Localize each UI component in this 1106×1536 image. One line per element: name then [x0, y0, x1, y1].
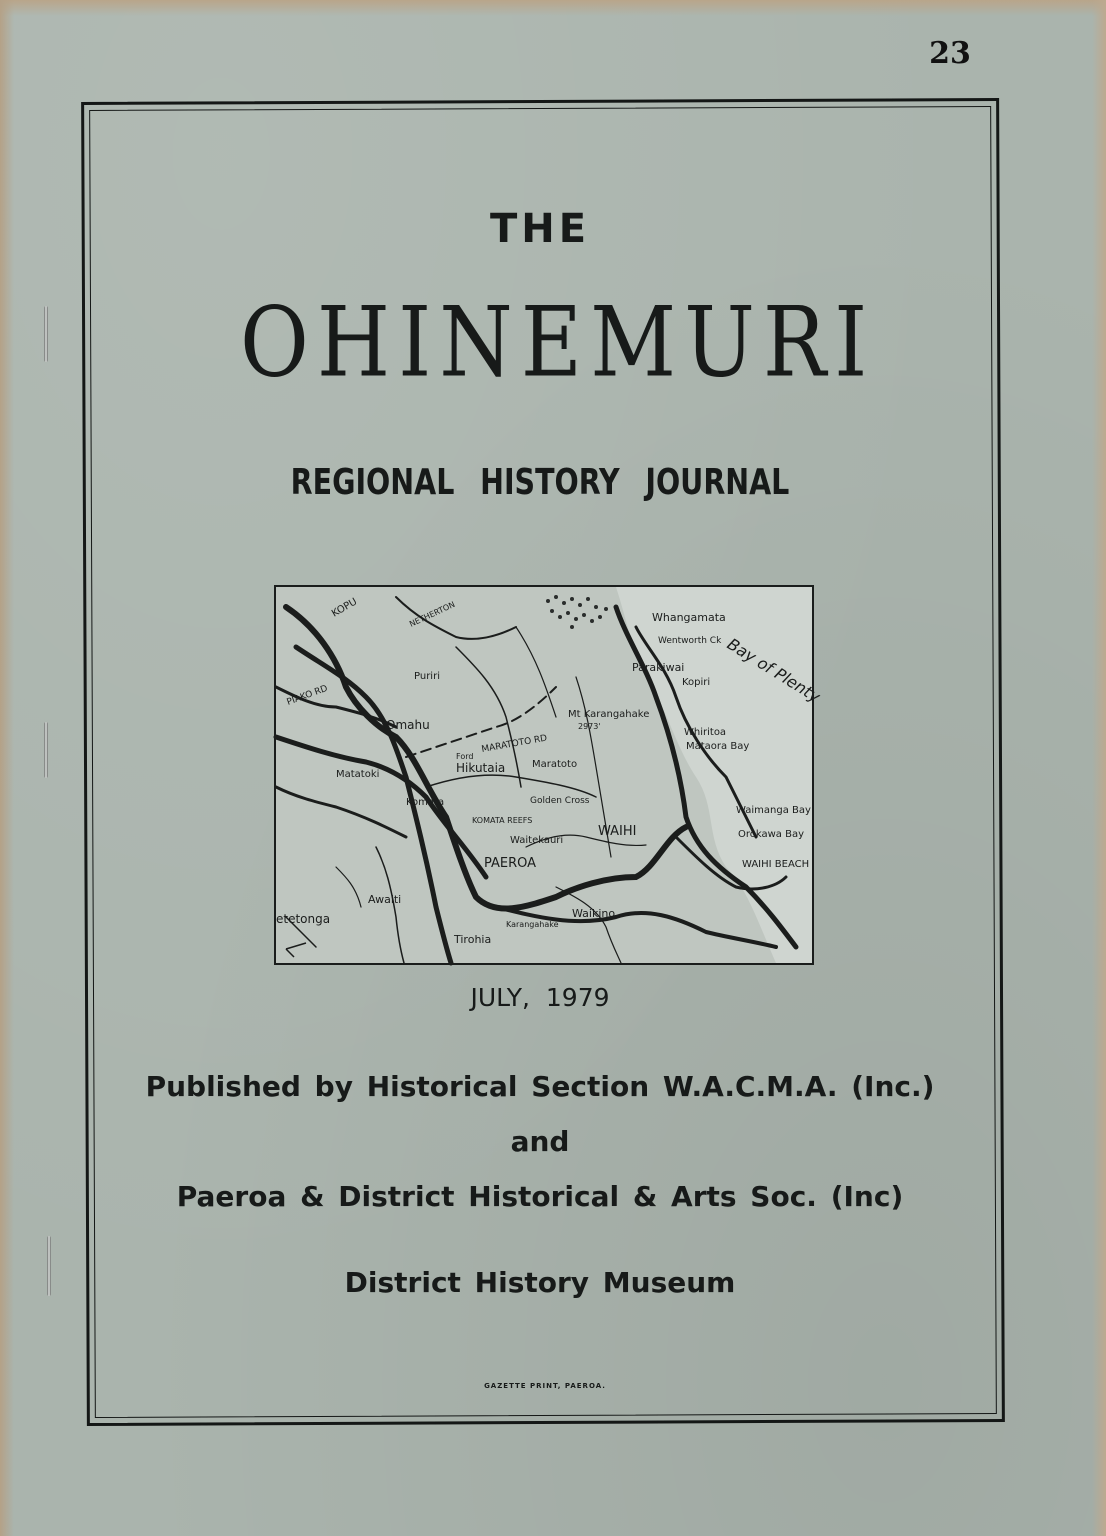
map-label-waimanga-bay: Waimanga Bay	[736, 805, 811, 816]
publisher-line-1: Published by Historical Section W.A.C.M.A. (Inc.)	[145, 1070, 935, 1103]
heading-article: THE	[489, 206, 591, 252]
paper-edge-left	[0, 0, 14, 1536]
map-label-ford: Ford	[456, 752, 474, 761]
map-label-orokawa-bay: Orokawa Bay	[738, 829, 805, 840]
map-label-mataora-bay: Mataora Bay	[686, 741, 750, 752]
map-label-karangahake: Karangahake	[506, 920, 559, 929]
journal-subtitle: REGIONAL HISTORY JOURNAL	[290, 462, 790, 503]
map-label-height: 2973'	[578, 722, 601, 731]
map-label-whangamata: Whangamata	[652, 611, 726, 624]
map-label-paeroa: PAEROA	[484, 856, 537, 871]
map-label-omahu: Omahu	[386, 718, 430, 732]
map-label-whiritoa: Whiritoa	[684, 727, 727, 738]
map-label-kopu: KOPU	[330, 596, 360, 620]
map-label-bay-of-plenty: Bay of Plenty	[723, 634, 824, 707]
map-label-wentworth: Wentworth Ck	[658, 636, 722, 646]
paper-edge-top	[0, 0, 1106, 16]
journal-title: OHINEMURI	[240, 285, 876, 399]
map-label-maratoto-rd: MARATOTO RD	[480, 733, 548, 755]
staple-icon	[47, 1236, 51, 1296]
map-label-maratoto: Maratoto	[532, 759, 578, 770]
map-label-matatoki: Matatoki	[336, 769, 380, 780]
map-label-waitekauri: Waitekauri	[510, 835, 564, 846]
map-label-netherton: NETHERTON	[408, 599, 457, 629]
map-label-awaiti: Awaiti	[368, 893, 402, 906]
publisher-line-2: and	[510, 1125, 570, 1158]
map-label-komata: Komata	[406, 797, 445, 808]
map-label-hikutaia: Hikutaia	[456, 761, 506, 775]
publisher-line-4: District History Museum	[344, 1266, 736, 1299]
publisher-line-3: Paeroa & District Historical & Arts Soc. (Inc)	[176, 1180, 904, 1213]
paper-edge-right	[1092, 0, 1106, 1536]
map-label-kopiri: Kopiri	[682, 677, 711, 688]
map-drawing	[276, 587, 824, 963]
printer-imprint: GAZETTE PRINT, PAEROA.	[484, 1382, 606, 1390]
map-label-komata-reefs: KOMATA REEFS	[472, 816, 533, 825]
page-number: 23	[929, 36, 971, 71]
map-label-puriri: Puriri	[414, 671, 440, 682]
map-label-waikino: Waikino	[572, 907, 616, 920]
map-label-golden-cross: Golden Cross	[530, 796, 590, 806]
map-label-mt-karangahake: Mt Karangahake	[568, 709, 650, 720]
map-label-waihi: WAIHI	[598, 824, 637, 839]
map-label-parakiwai: Parakiwai	[632, 661, 685, 674]
map-label-piako-rd: PIAKO RD	[285, 683, 330, 708]
map-label-tirohia: Tirohia	[454, 933, 492, 946]
region-map	[274, 585, 824, 965]
staple-icon	[44, 306, 48, 362]
map-label-netongo: etetonga	[276, 912, 331, 926]
map-label-waihi-beach: WAIHI BEACH	[742, 859, 810, 870]
staple-icon	[44, 722, 48, 778]
issue-date: JULY, 1979	[470, 983, 610, 1012]
